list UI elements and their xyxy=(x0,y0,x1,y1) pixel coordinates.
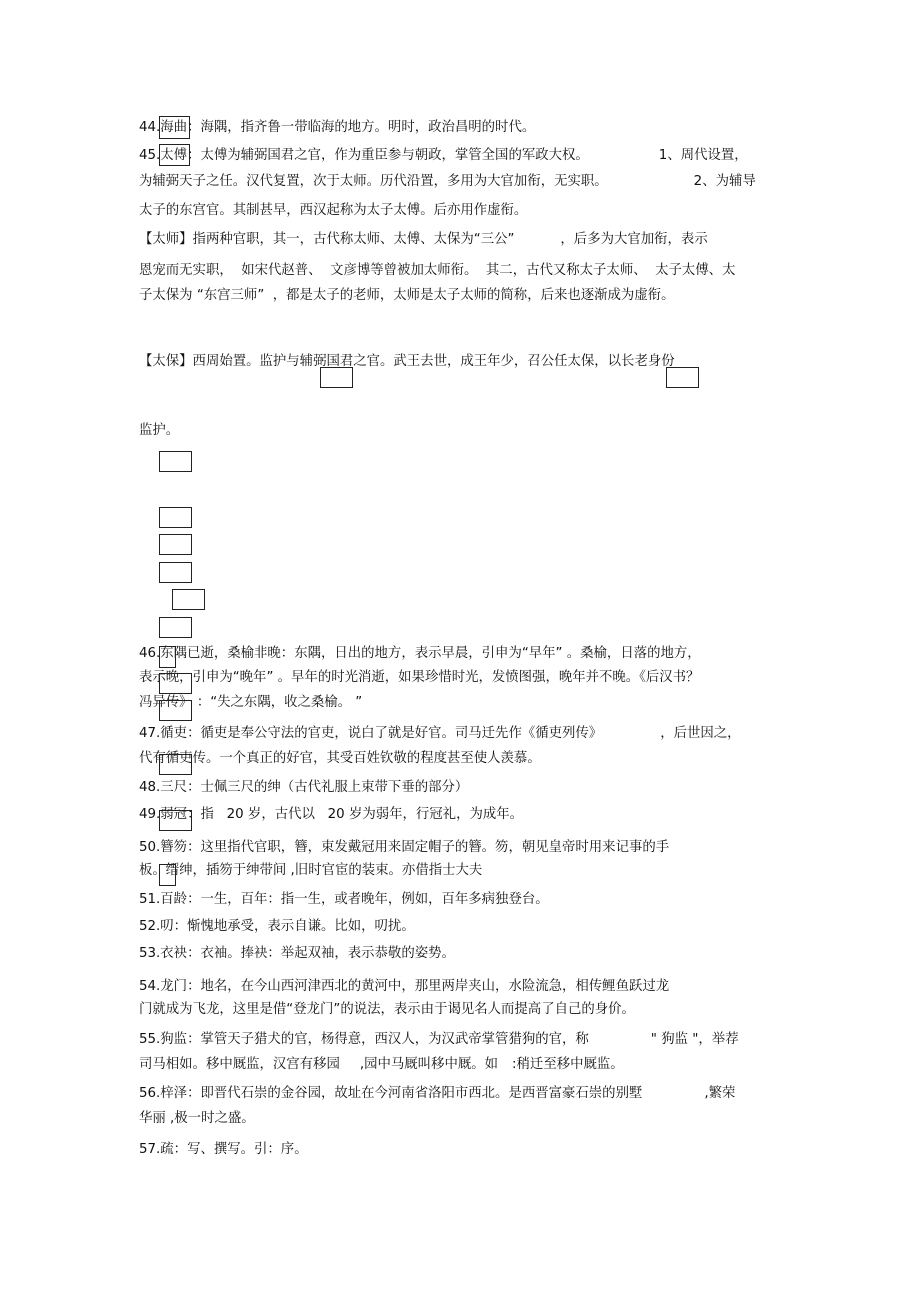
entry-52-text: 52.叨：惭愧地承受，表示自谦。比如，叨扰。 xyxy=(139,919,415,934)
entry-50-line-1 xyxy=(139,839,669,857)
empty-frame xyxy=(666,367,699,388)
entry-54-text-a: 54.龙门：地名，在今山西河津西北的黄河中，那里两岸夹山，水险流急，相传鲤鱼跃过龙 xyxy=(139,979,670,994)
entry-49-line xyxy=(139,806,523,824)
entry-56-text-a: 56.梓泽：即晋代石崇的金谷园，故址在今河南省洛阳市西北。是西晋富豪石崇的别墅 xyxy=(139,1086,643,1101)
entry-55-text-d: ,园中马厩叫移中厩。如 xyxy=(359,1057,499,1072)
entry-53-text: 53.衣袂：衣袖。捧袂：举起双袖，表示恭敬的姿势。 xyxy=(139,946,455,961)
entry-56-line-1 xyxy=(139,1085,735,1103)
entry-44-line xyxy=(139,119,535,137)
entry-46-line-2 xyxy=(139,669,699,687)
taibao-line-2 xyxy=(139,422,179,440)
empty-frame xyxy=(172,589,205,610)
entry-45-text-b: 1、周代设置， xyxy=(658,148,748,163)
taishi-text-a: 【太师】指两种官职，其一，古代称太师、太傅、太保为“三公” xyxy=(139,232,515,247)
empty-frame xyxy=(159,864,176,886)
entry-52-line xyxy=(139,918,415,936)
entry-53-line xyxy=(139,945,455,963)
entry-51-line xyxy=(139,891,549,909)
entry-48-line xyxy=(139,779,468,797)
entry-57-text: 57.疏：写、撰写。引：序。 xyxy=(139,1142,308,1157)
entry-45-line-3 xyxy=(139,202,527,220)
entry-46-line-1 xyxy=(139,645,701,663)
empty-frame xyxy=(159,562,192,583)
entry-55-text-e: :稍迁至移中厩监。 xyxy=(512,1057,624,1072)
empty-frame xyxy=(159,617,192,638)
entry-51-text: 51.百龄：一生，百年：指一生，或者晚年，例如，百年多病独登台。 xyxy=(139,892,549,907)
taishi-text-d: 子太保为 “东宫三师” ，都是太子的老师，太师是太子太师的简称，后来也逐渐成为虚衔。 xyxy=(139,288,675,303)
entry-57-line xyxy=(139,1141,308,1159)
entry-55-line-1 xyxy=(139,1031,739,1049)
entry-50-line-2 xyxy=(139,862,482,880)
entry-45-line-2 xyxy=(139,173,756,191)
empty-frame xyxy=(159,673,192,694)
entry-56-line-2 xyxy=(139,1110,255,1128)
empty-frame xyxy=(159,116,190,139)
taishi-line-1 xyxy=(139,231,708,249)
entry-54-text-b: 门就成为飞龙，这里是借“登龙门”的说法，表示由于谒见名人而提高了自己的身价。 xyxy=(139,1002,635,1017)
entry-49-text: 49.弱冠：指 20 岁，古代以 20 岁为弱年，行冠礼，为成年。 xyxy=(139,807,524,822)
entry-47-text-b: ，后世因之， xyxy=(660,726,741,741)
entry-44-text: 44.海曲：海隅，指齐鲁一带临海的地方。明时，政治昌明的时代。 xyxy=(139,120,536,135)
empty-frame xyxy=(159,754,192,775)
taishi-line-2 xyxy=(139,262,735,280)
entry-50-text-a: 50.簪笏：这里指代官职，簪，束发戴冠用来固定帽子的簪。笏，朝见皇帝时用来记事的手 xyxy=(139,840,670,855)
taishi-line-3 xyxy=(139,287,675,305)
entry-46-text-a: 46.东隅已逝，桑榆非晚：东隅，日出的地方，表示早晨，引申为“早年” 。桑榆，日落的地方， xyxy=(139,646,701,661)
entry-55-text-a: 55.狗监：掌管天子猎犬的官，杨得意，西汉人，为汉武帝掌管猎狗的官，称 xyxy=(139,1032,589,1047)
entry-56-text-b: ,繁荣 xyxy=(704,1086,736,1101)
entry-50-text-b: 板。缙绅，插笏于绅带间 ,旧时官宦的装束。亦借指士大夫 xyxy=(139,863,483,878)
entry-54-line-1 xyxy=(139,978,669,996)
empty-frame xyxy=(320,367,353,388)
entry-45-text-d: 2、为辅导 xyxy=(693,174,756,189)
empty-frame xyxy=(159,507,192,528)
entry-45-line-1 xyxy=(139,147,748,165)
empty-frame xyxy=(159,646,176,668)
entry-55-text-c: 司马相如。移中厩监，汉宫有移园 xyxy=(139,1057,340,1072)
entry-47-text-a: 47.循吏：循吏是奉公守法的官吏，说白了就是好官。司马迁先作《循吏列传》 xyxy=(139,726,603,741)
entry-47-line-1 xyxy=(139,725,741,743)
empty-frame xyxy=(159,144,190,166)
entry-47-line-2 xyxy=(139,750,541,768)
empty-frame xyxy=(159,534,192,555)
entry-45-text-e: 太子的东宫官。其制甚早，西汉起称为太子太傅。后亦用作虚衔。 xyxy=(139,203,528,218)
entry-56-text-c: 华丽 ,极一时之盛。 xyxy=(139,1111,255,1126)
taibao-text-b: 监护。 xyxy=(139,423,180,438)
entry-46-text-b: 表示晚，引申为“晚年” 。早年的时光消逝，如果珍惜时光，发愤图强，晚年并不晚。《后汉书？ xyxy=(139,670,700,685)
entry-54-line-2 xyxy=(139,1001,635,1019)
entry-45-text-c: 为辅弼天子之任。汉代复置，次于太师。历代沿置，多用为大官加衔，无实职。 xyxy=(139,174,608,189)
entry-45-text-a: 45.太傅：太傅为辅弼国君之官，作为重臣参与朝政，掌管全国的军政大权。 xyxy=(139,148,589,163)
entry-55-text-b: " 狗监 "，举荐 xyxy=(650,1032,739,1047)
taibao-line-1 xyxy=(139,353,675,371)
entry-46-text-c: 冯异传》 ：“失之东隅，收之桑榆。 ” xyxy=(139,695,363,710)
entry-48-text: 48.三尺：士佩三尺的绅（古代礼服上束带下垂的部分） xyxy=(139,780,469,795)
taibao-text-a: 【太保】西周始置。监护与辅弼国君之官。武王去世，成王年少，召公任太保，以长老身份 xyxy=(139,354,675,369)
empty-frame xyxy=(159,700,192,721)
taishi-text-c: 恩宠而无实职， 如宋代赵普、 文彦博等曾被加太师衔。 其二，古代又称太子太师、 太子太傅、太 xyxy=(139,263,736,278)
empty-frame xyxy=(159,451,192,472)
entry-55-line-2 xyxy=(139,1056,624,1074)
empty-frame xyxy=(159,810,192,831)
taishi-text-b: ，后多为大官加衔，表示 xyxy=(560,232,708,247)
entry-47-text-c: 代有循吏传。一个真正的好官，其受百姓钦敬的程度甚至使人羡慕。 xyxy=(139,751,541,766)
